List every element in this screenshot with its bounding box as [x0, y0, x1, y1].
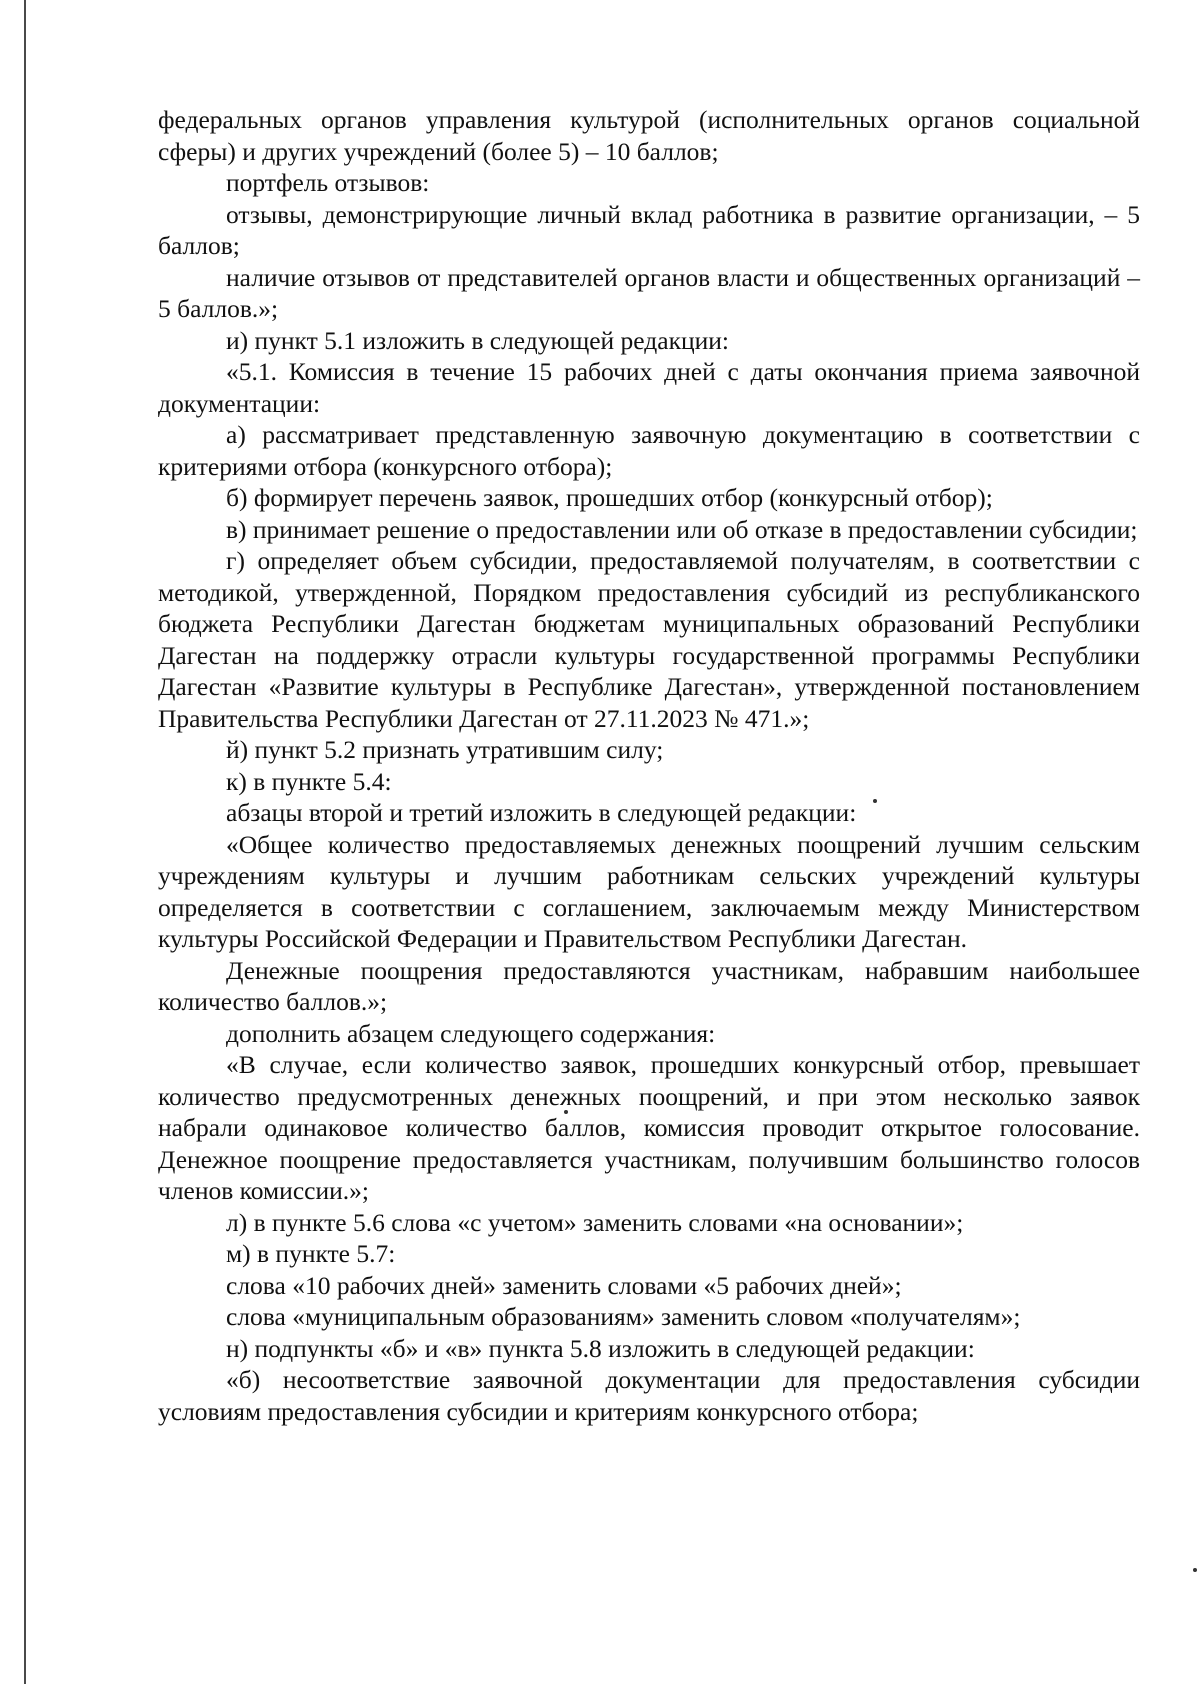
- document-paragraph: м) в пункте 5.7:: [226, 1239, 396, 1268]
- document-paragraph: абзацы второй и третий изложить в следующей редакции:: [226, 798, 857, 827]
- document-paragraph: отзывы, демонстрирующие личный вклад работника в развитие организации, – 5 баллов;: [158, 199, 1140, 260]
- document-paragraph: «5.1. Комиссия в течение 15 рабочих дней с даты окончания приема заявочной документации:: [158, 357, 1140, 418]
- document-paragraph: к) в пункте 5.4:: [226, 766, 392, 796]
- scan-edge-line: [24, 0, 26, 1684]
- document-paragraph: «В случае, если количество заявок, прошедших конкурсный отбор, превышает количество предусмотренных денежных поощрений, и при этом несколько заявок набрали одинаковое количество баллов, комиссия проводит открытое голосование. Денежное поощрение предоставляется участникам, получившим большинство голосов членов комиссии.»;: [158, 1050, 1140, 1205]
- document-paragraph: и) пункт 5.1 изложить в следующей редакции:: [226, 325, 729, 355]
- document-paragraph: л) в пункте 5.6 слова «с учетом» заменить словами «на основании»;: [226, 1207, 964, 1237]
- document-paragraph: федеральных органов управления культурой (исполнительных органов социальной сферы) и других учреждений (более 5) – 10 баллов;: [158, 105, 1140, 166]
- scan-speck: [1193, 1568, 1197, 1572]
- document-paragraph: н) подпункты «б» и «в» пункта 5.8 изложить в следующей редакции:: [226, 1333, 975, 1363]
- document-body: [158, 104, 1140, 1427]
- document-paragraph: й) пункт 5.2 признать утратившим силу;: [226, 735, 664, 764]
- document-paragraph: слова «муниципальным образованиям» заменить словом «получателям»;: [226, 1302, 1021, 1331]
- document-paragraph: дополнить абзацем следующего содержания:: [226, 1018, 716, 1048]
- document-paragraph: в) принимает решение о предоставлении или об отказе в предоставлении субсидии;: [226, 514, 1138, 544]
- document-paragraph: б) формирует перечень заявок, прошедших отбор (конкурсный отбор);: [226, 483, 993, 512]
- document-paragraph: «б) несоответствие заявочной документации для предоставления субсидии условиям предоставления субсидии и критериям конкурсного отбора;: [158, 1365, 1140, 1426]
- document-paragraph: г) определяет объем субсидии, предоставляемой получателям, в соответствии с методикой, утвержденной, Порядком предоставления субсидий из республиканского бюджета Республики Дагестан бюджетам муниципальных образований Республики Дагестан на поддержку отрасли культуры государственной программы Республики Дагестан «Развитие культуры в Республике Дагестан», утвержденной постановлением Правительства Республики Дагестан от 27.11.2023 № 471.»;: [158, 546, 1140, 733]
- document-paragraph: Денежные поощрения предоставляются участникам, набравшим наибольшее количество баллов.»;: [158, 955, 1140, 1016]
- document-paragraph: «Общее количество предоставляемых денежных поощрений лучшим сельским учреждениям культуры и лучшим работникам сельских учреждений культуры определяется в соответствии с соглашением, заключаемым между Министерством культуры Российской Федерации и Правительством Республики Дагестан.: [158, 829, 1140, 953]
- document-paragraph: а) рассматривает представленную заявочную документацию в соответствии с критериями отбора (конкурсного отбора);: [158, 420, 1140, 481]
- document-paragraph: портфель отзывов:: [226, 168, 430, 197]
- document-paragraph: слова «10 рабочих дней» заменить словами «5 рабочих дней»;: [226, 1270, 902, 1300]
- document-paragraph: наличие отзывов от представителей органов власти и общественных организаций – 5 баллов.»;: [158, 262, 1140, 323]
